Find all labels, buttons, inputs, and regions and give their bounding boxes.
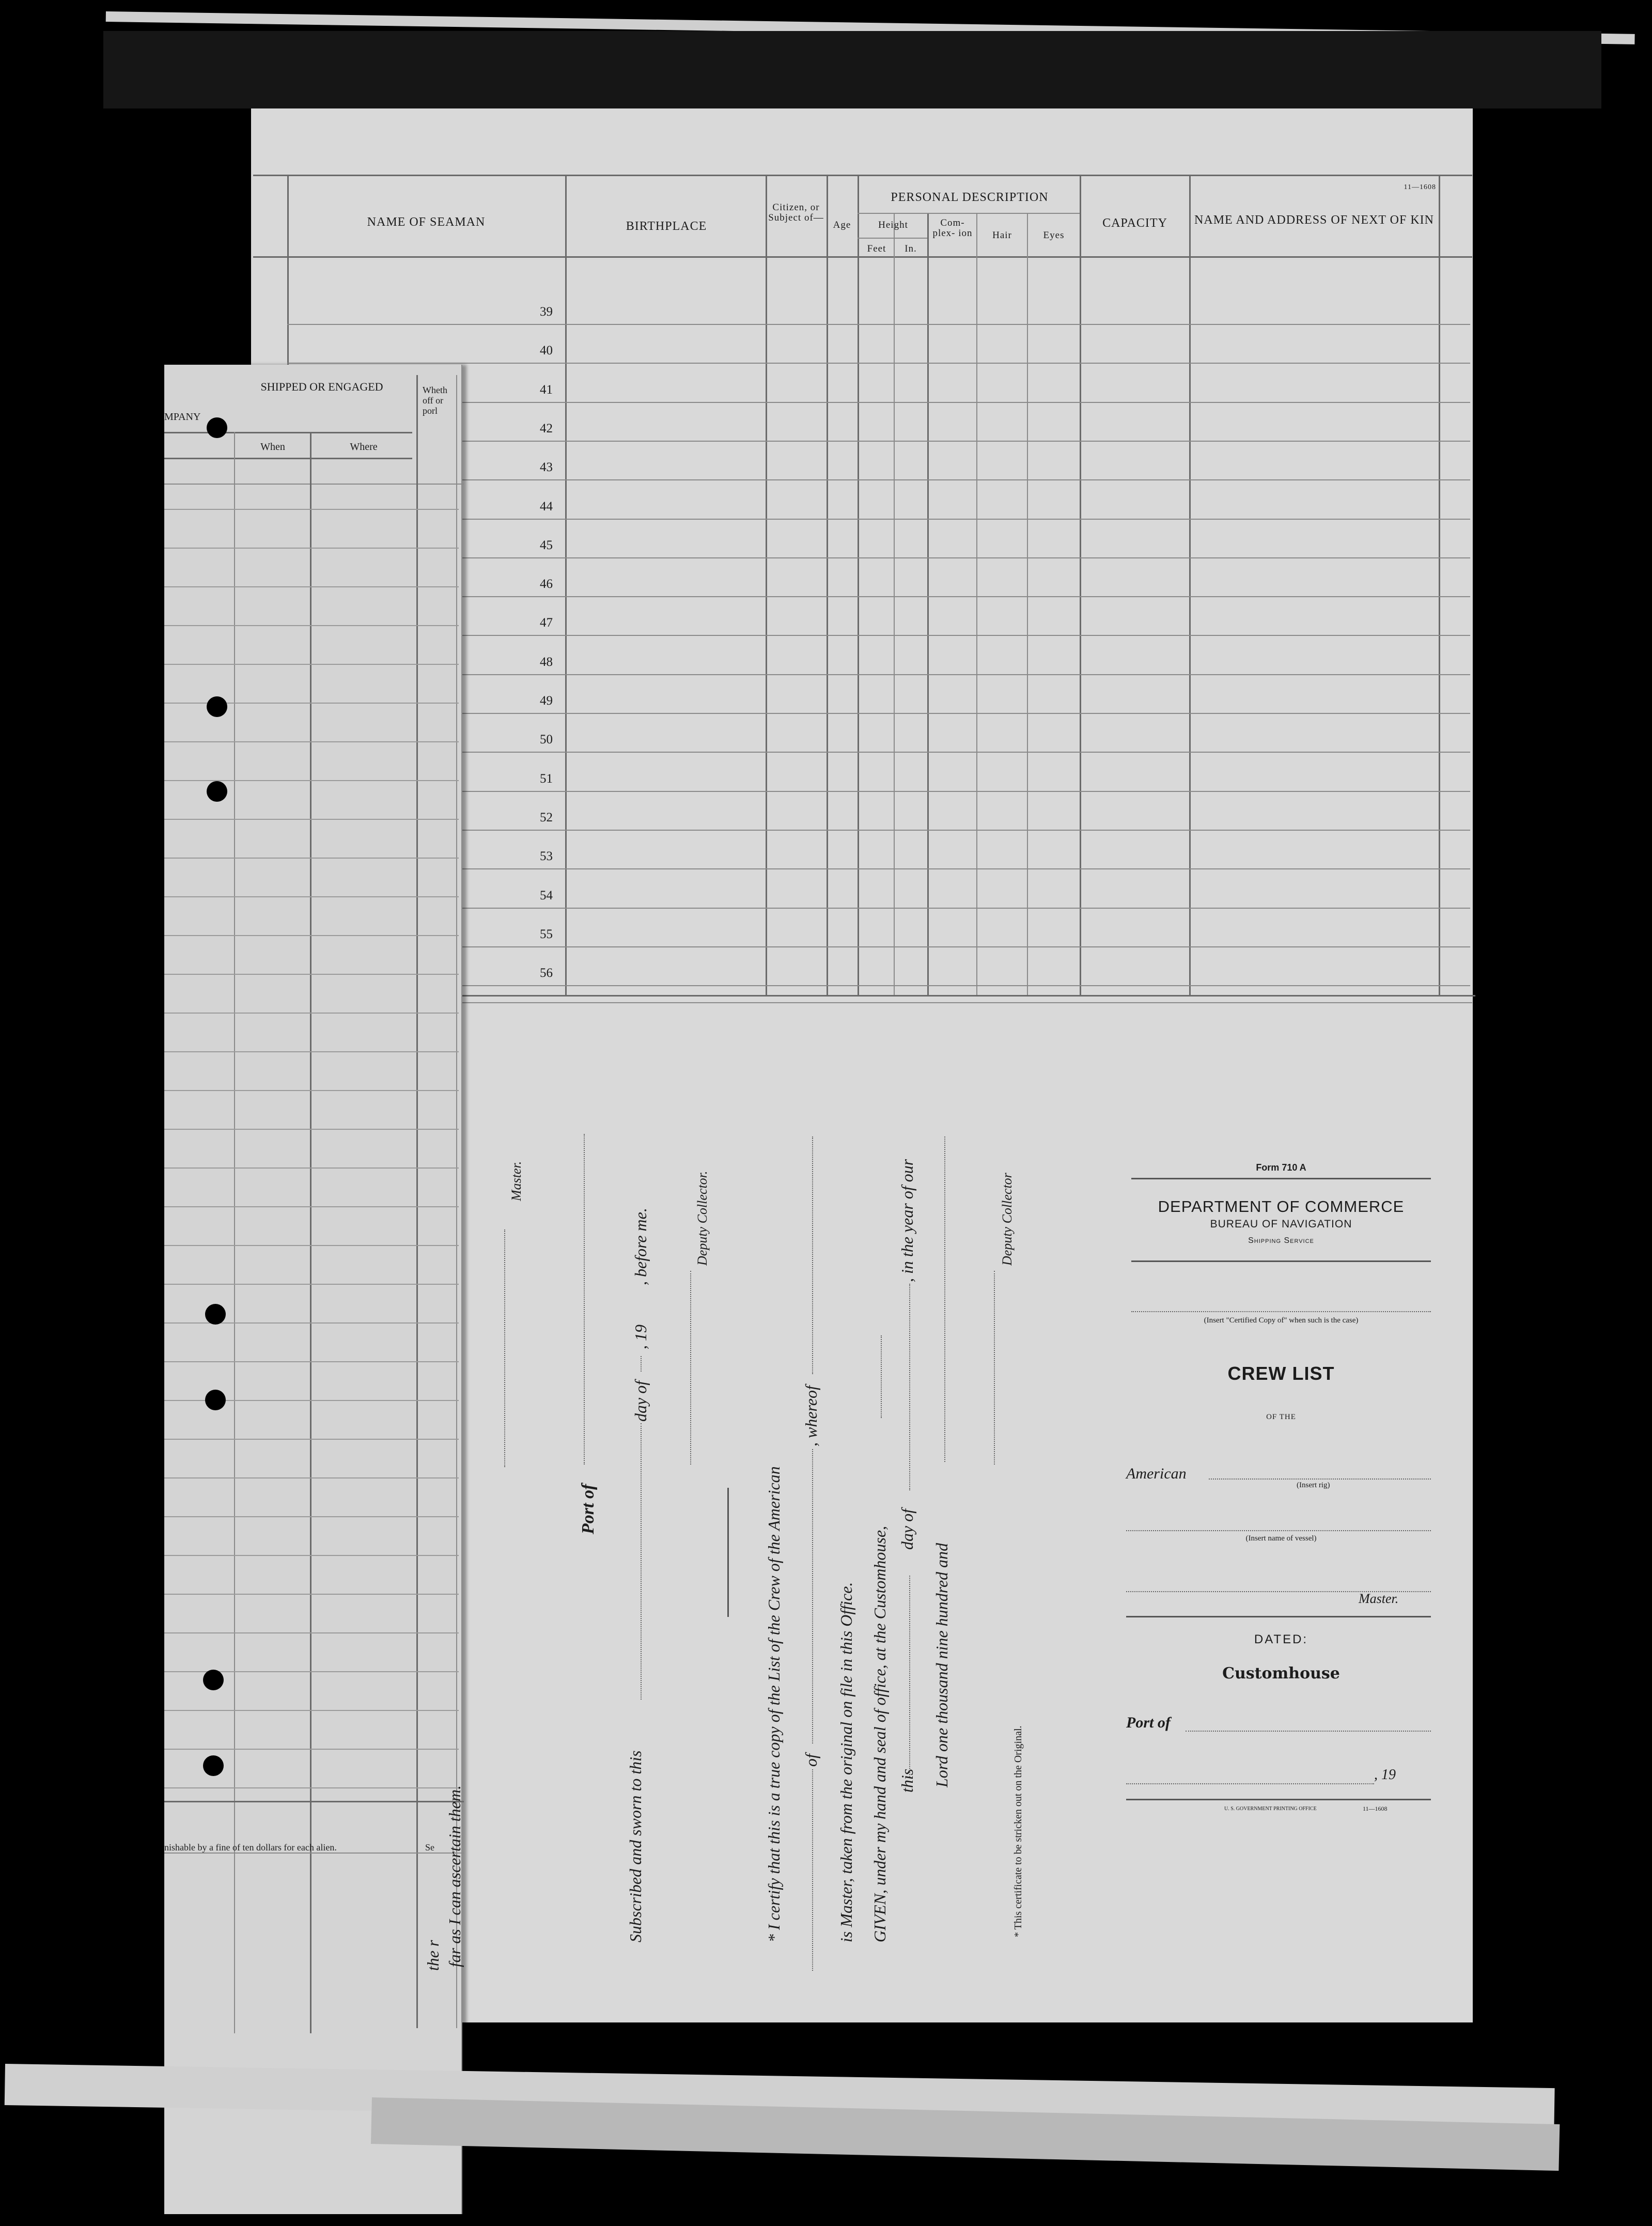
certify-text: * I certify that this is a true copy of the List of the Crew of the American <box>765 1466 783 1942</box>
table-row <box>287 479 1470 480</box>
corner-form-code: 11—1608 <box>1404 183 1436 191</box>
header-feet: Feet <box>867 243 886 254</box>
deputy-collector-label: Deputy Collector. <box>695 1171 710 1266</box>
punch-hole <box>203 1755 224 1776</box>
punch-hole <box>207 696 227 717</box>
footnote: * This certificate to be stricken out on the Original. <box>1012 1725 1024 1937</box>
slip-ruled-line <box>164 1284 459 1285</box>
row-number: 42 <box>540 422 553 435</box>
day-of-label: day of <box>631 1380 650 1422</box>
table-row <box>287 596 1470 597</box>
cover-port-of-label: Port of <box>1126 1714 1171 1731</box>
this-label: this <box>898 1768 916 1793</box>
slip-ruled-line <box>164 1632 459 1633</box>
header-personal-description: PERSONAL DESCRIPTION <box>891 191 1049 204</box>
slip-ruled-line <box>164 1477 459 1478</box>
master-label: Master. <box>509 1161 524 1201</box>
row-number: 50 <box>540 733 553 746</box>
table-row <box>287 557 1470 558</box>
top-dark-band <box>103 31 1601 108</box>
table-row <box>287 713 1470 714</box>
table-row <box>287 635 1470 636</box>
slip-ruled-line <box>164 1594 459 1595</box>
punch-hole <box>207 781 227 802</box>
punch-hole <box>207 417 227 438</box>
company-label: MPANY <box>164 411 201 423</box>
in-year-label: , in the year of our <box>898 1159 916 1282</box>
slip-ruled-line <box>164 1168 459 1169</box>
row-number: 40 <box>540 344 553 357</box>
form-number: Form 710 A <box>1256 1162 1306 1173</box>
deputy-collector-2-label: Deputy Collector <box>1000 1173 1015 1266</box>
is-master-text: is Master, taken from the original on file in this Office. <box>837 1582 855 1942</box>
header-capacity: CAPACITY <box>1102 216 1167 230</box>
slip-ruled-line <box>164 935 459 936</box>
whether-label: Wheth off or porl <box>423 385 447 416</box>
header-next-of-kin: NAME AND ADDRESS OF NEXT OF KIN <box>1194 213 1434 227</box>
row-number: 45 <box>540 538 553 552</box>
slip-ruled-line <box>164 858 459 859</box>
of-the-label: OF THE <box>1266 1413 1296 1421</box>
slip-ruled-line <box>164 625 459 626</box>
row-number: 55 <box>540 927 553 941</box>
department-title: DEPARTMENT OF COMMERCE <box>1158 1197 1405 1216</box>
slip-ruled-line <box>164 1013 459 1014</box>
customhouse-label: Customhouse <box>1222 1664 1340 1683</box>
whereof-label: , whereof <box>802 1386 820 1446</box>
fine-note-tail: Se <box>425 1842 434 1853</box>
slip-ruled-line <box>164 1749 459 1750</box>
table-row <box>287 908 1470 909</box>
dated-label: DATED: <box>1254 1632 1308 1646</box>
header-height: Height <box>878 220 908 230</box>
the-r-text: the r <box>424 1940 442 1971</box>
printing-office: U. S. GOVERNMENT PRINTING OFFICE <box>1224 1806 1317 1812</box>
row-number: 56 <box>540 966 553 980</box>
row-number: 47 <box>540 616 553 630</box>
row-number: 51 <box>540 772 553 786</box>
table-row <box>287 441 1470 442</box>
slip-ruled-line <box>164 1206 459 1207</box>
slip-ruled-line <box>164 1090 459 1091</box>
table-row <box>287 402 1470 403</box>
slip-ruled-line <box>164 1710 459 1711</box>
slip-ruled-line <box>164 1361 459 1362</box>
shipping-service: Shipping Service <box>1248 1236 1314 1245</box>
row-number: 52 <box>540 811 553 824</box>
header-hair: Hair <box>992 230 1012 241</box>
header-eyes: Eyes <box>1043 230 1065 241</box>
row-number: 41 <box>540 383 553 397</box>
bureau-title: BUREAU OF NAVIGATION <box>1210 1218 1352 1230</box>
fine-note: nishable by a fine of ten dollars for each alien. <box>164 1842 337 1853</box>
cover-master-label: Master. <box>1359 1591 1399 1606</box>
table-row <box>287 985 1470 986</box>
given-text: GIVEN, under my hand and seal of office, at the Customhouse, <box>870 1525 889 1942</box>
crew-list-title: CREW LIST <box>1227 1363 1335 1384</box>
shipped-engaged-label: SHIPPED OR ENGAGED <box>260 380 383 393</box>
header-birthplace: BIRTHPLACE <box>626 220 707 233</box>
row-number: 48 <box>540 655 553 669</box>
row-number: 49 <box>540 694 553 708</box>
slip-ruled-line <box>164 974 459 975</box>
slip-ruled-line <box>164 819 459 820</box>
american-label: American <box>1126 1465 1187 1482</box>
slip-ruled-line <box>164 1787 459 1788</box>
slip-ruled-line <box>164 896 459 897</box>
table-row <box>287 752 1470 753</box>
table-row <box>287 519 1470 520</box>
subscribed-text: Subscribed and sworn to this <box>626 1750 645 1942</box>
slip-ruled-line <box>164 664 459 665</box>
header-name-of-seaman: NAME OF SEAMAN <box>367 215 486 229</box>
table-row <box>287 363 1470 364</box>
printing-code: 11—1608 <box>1363 1805 1388 1812</box>
table-row <box>287 324 1470 325</box>
table-row <box>287 830 1470 831</box>
slip-ruled-line <box>164 1516 459 1517</box>
cover-19-label: , 19 <box>1374 1767 1396 1783</box>
slip-ruled-line <box>164 586 459 587</box>
slip-ruled-line <box>164 1245 459 1246</box>
punch-hole <box>205 1390 226 1410</box>
year-19-label: , 19 <box>631 1325 650 1349</box>
when-label: When <box>260 441 285 453</box>
header-complexion: Com- plex- ion <box>932 217 973 239</box>
row-number: 44 <box>540 500 553 513</box>
port-of-label: Port of <box>579 1484 598 1534</box>
lord-text: Lord one thousand nine hundred and <box>932 1543 951 1787</box>
row-number: 54 <box>540 889 553 902</box>
table-row <box>287 674 1470 675</box>
slip-ruled-line <box>164 509 459 510</box>
before-me-label: , before me. <box>631 1208 650 1285</box>
row-number: 46 <box>540 577 553 591</box>
slip-ruled-line <box>164 1051 459 1052</box>
slip-ruled-line <box>164 1322 459 1324</box>
ascertain-text: far as I can ascertain them. <box>445 1785 464 1967</box>
slip-ruled-line <box>164 741 459 742</box>
shipped-engaged-slip <box>164 365 462 2214</box>
row-number: 53 <box>540 849 553 863</box>
day-label: day of <box>898 1508 916 1550</box>
insert-certified-note: (Insert "Certified Copy of" when such is the case) <box>1204 1316 1359 1325</box>
punch-hole <box>205 1304 226 1325</box>
slip-ruled-line <box>164 1555 459 1556</box>
insert-vessel-note: (Insert name of vessel) <box>1245 1534 1317 1543</box>
header-citizen: Citizen, or Subject of— <box>768 202 824 223</box>
slip-ruled-line <box>164 1129 459 1130</box>
row-number: 39 <box>540 305 553 319</box>
slip-ruled-line <box>164 548 459 549</box>
insert-rig-note: (Insert rig) <box>1297 1481 1330 1489</box>
where-label: Where <box>350 441 378 453</box>
table-row <box>287 868 1470 869</box>
slip-ruled-line <box>164 780 459 781</box>
table-row <box>287 791 1470 792</box>
table-row <box>287 946 1470 947</box>
punch-hole <box>203 1670 224 1690</box>
slip-ruled-line <box>164 1439 459 1440</box>
header-age: Age <box>833 220 851 230</box>
of-label: of <box>802 1754 820 1767</box>
row-number: 43 <box>540 460 553 474</box>
header-inches: In. <box>905 243 917 254</box>
